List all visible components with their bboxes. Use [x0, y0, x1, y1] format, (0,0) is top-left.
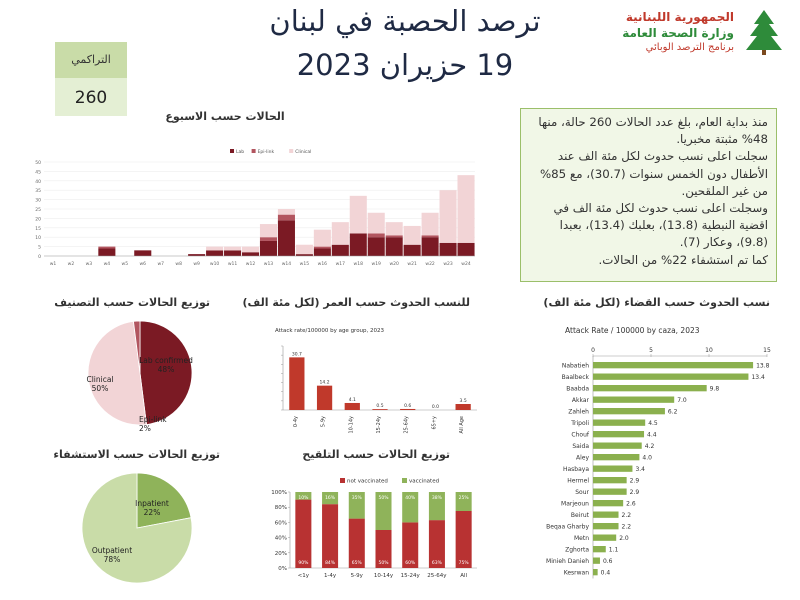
weekly-chart-heading: الحالات حسب الاسبوع	[165, 110, 285, 123]
data-label: 2.6	[626, 500, 636, 508]
logo-line-3: برنامج الترصد الوبائي	[645, 42, 734, 53]
bar-segment	[422, 213, 439, 236]
summary-paragraph: كما تم استشفاء 22% من الحالات.	[598, 252, 768, 267]
y-tick-label: Nabatieh	[561, 362, 589, 370]
data-label: 14.2	[319, 380, 330, 386]
bar-segment	[278, 215, 295, 221]
classification-pie-chart	[60, 318, 220, 438]
x-tick-label: 25-64y	[403, 416, 410, 434]
data-label: 3.5	[459, 399, 467, 404]
data-label: 35%	[351, 496, 362, 501]
x-tick-label: w3	[85, 262, 93, 267]
y-tick-label: 20%	[274, 550, 287, 557]
caza-bar	[593, 431, 644, 437]
legend-swatch	[289, 149, 293, 153]
caza-bar	[593, 477, 627, 483]
x-tick-label: w23	[443, 262, 453, 267]
y-tick-label: Marjeoun	[561, 500, 589, 508]
y-tick-label: Beqaa Gharby	[546, 523, 589, 531]
x-tick-label: w22	[425, 262, 435, 267]
y-tick-label: Baabda	[566, 385, 589, 393]
pie-category-label: Clinical	[86, 375, 114, 384]
data-label: 0.6	[404, 403, 412, 409]
data-label: 4.0	[642, 454, 652, 462]
bar-segment	[314, 230, 331, 247]
data-label: 1.1	[608, 546, 619, 554]
y-tick-label: Saida	[572, 443, 589, 450]
x-tick-label: 15-24y	[400, 573, 420, 579]
x-tick-label: 65+y	[431, 416, 438, 430]
age-attack-rate-chart	[265, 320, 480, 445]
age-bar	[372, 409, 387, 410]
pie-value-label: 50%	[91, 384, 109, 393]
caza-bar	[593, 466, 632, 472]
caza-bar	[593, 489, 627, 495]
vaccination-bar-segment	[456, 492, 472, 511]
y-tick-label: 100%	[271, 490, 287, 496]
chart-title: Attack rate/100000 by age group, 2023	[275, 328, 385, 334]
data-label: 2.0	[619, 535, 629, 542]
summary-paragraph: سجلت اعلى نسب حدوث لكل مئة الف عند الأطفال دون الخمس سنوات (30.7)، مع 85% من غير الملقحين.	[539, 149, 768, 198]
bar-segment	[278, 220, 295, 256]
bar-segment	[278, 209, 295, 215]
bar-segment	[314, 247, 331, 249]
legend-swatch	[252, 149, 256, 153]
page-title: ترصد الحصبة في لبنان	[269, 4, 541, 38]
bar-segment	[296, 245, 313, 254]
y-tick-label: Kesrwan	[563, 569, 589, 577]
x-tick-label: 5-9y	[350, 573, 363, 579]
bar-segment	[422, 235, 439, 237]
caza-bar	[593, 454, 639, 460]
bar-segment	[242, 252, 259, 256]
bar-segment	[224, 247, 241, 251]
bar-segment	[332, 222, 349, 245]
cedar-icon	[742, 8, 786, 56]
x-tick-label: 1-4y	[323, 573, 337, 579]
vaccination-heading: توزيع الحالات حسب التلقيح	[302, 448, 450, 461]
data-label: 7.0	[677, 397, 687, 404]
y-tick-label: 50	[35, 161, 41, 166]
legend-swatch	[230, 149, 234, 153]
vaccination-bar-segment	[322, 504, 338, 568]
y-tick-label: 10	[35, 236, 41, 242]
pie-category-label: Outpatient	[91, 546, 133, 555]
x-tick-label: w20	[389, 262, 399, 267]
data-label: 13.4	[751, 374, 765, 381]
x-tick-label: w6	[139, 262, 147, 267]
bar-segment	[457, 243, 474, 256]
y-tick-label: Hasbaya	[562, 466, 589, 473]
x-tick-label: 10-14y	[348, 416, 355, 434]
chart-title: Attack Rate / 100000 by caza, 2023	[565, 326, 700, 335]
data-label: 0.6	[602, 558, 613, 565]
x-tick-label: w13	[263, 262, 274, 267]
logo-line-2: وزارة الصحة العامة	[622, 26, 734, 40]
x-tick-label: w11	[227, 262, 238, 267]
bar-segment	[260, 237, 277, 241]
x-tick-label: w9	[193, 262, 200, 267]
caza-attack-rate-chart	[515, 318, 795, 586]
vaccination-chart	[262, 470, 484, 590]
bar-segment	[224, 250, 241, 256]
pie-value-label: 78%	[103, 555, 121, 564]
bar-segment	[386, 235, 403, 237]
y-tick-label: Beirut	[570, 512, 589, 519]
summary-paragraph: منذ بداية العام، بلغ عدد الحالات 260 حالة، منها 48% مثبتة مخبريا.	[538, 115, 768, 147]
bar-segment	[98, 248, 115, 256]
age-heading: للنسب الحدوث حسب العمر (لكل مئة الف)	[242, 296, 470, 309]
data-label: 30.7	[291, 352, 302, 358]
vaccination-bar-segment	[295, 500, 311, 568]
y-tick-label: 5	[38, 245, 41, 251]
bar-segment	[260, 241, 277, 256]
x-tick-label: w16	[317, 262, 328, 267]
caza-bar	[593, 512, 619, 518]
y-tick-label: 25	[35, 208, 41, 213]
y-tick-label: 40	[35, 179, 41, 185]
pie-value-label: 48%	[157, 365, 175, 374]
bar-segment	[314, 248, 331, 256]
x-tick-label: 15-24y	[376, 416, 382, 434]
data-label: 60%	[405, 561, 416, 566]
y-tick-label: Baalbeck	[561, 374, 589, 381]
y-tick-label: Tripoli	[571, 420, 589, 427]
data-label: 75%	[458, 561, 469, 566]
legend-label: Lab	[236, 150, 245, 155]
x-tick-label: 10-14y	[373, 573, 394, 579]
data-label: 2.9	[629, 477, 640, 485]
bar-segment	[260, 224, 277, 237]
bar-segment	[368, 213, 385, 234]
age-bar	[400, 409, 415, 410]
age-bar	[317, 386, 332, 410]
y-tick-label: 15	[35, 226, 41, 232]
cumulative-box	[55, 42, 127, 116]
x-tick-label: w5	[121, 262, 129, 267]
x-tick-label: <1y	[297, 573, 310, 579]
bar-segment	[440, 243, 457, 256]
y-tick-label: 40%	[274, 535, 287, 542]
y-tick-label: Zahleh	[568, 408, 589, 416]
x-tick-label: 5-9y	[320, 416, 327, 428]
x-tick-label: w10	[209, 262, 220, 267]
x-tick-label: 0	[591, 347, 595, 354]
caza-bar	[593, 558, 600, 564]
data-label: 38%	[431, 496, 442, 501]
logo-line-1: الجمهورية اللبنانية	[625, 10, 734, 24]
x-tick-label: w15	[299, 262, 310, 267]
data-label: 16%	[325, 496, 336, 501]
hospitalization-pie-chart	[60, 470, 220, 590]
data-label: 50%	[378, 496, 389, 501]
bar-segment	[368, 237, 385, 256]
data-label: 2.2	[621, 523, 632, 531]
y-tick-label: 20	[35, 217, 41, 223]
legend-swatch	[340, 478, 345, 483]
summary-paragraph: وسجلت اعلى نسب حدوث لكل مئة الف في اقضية النبطية (13.8)، بعلبك (13.4)، بعبدا (9.8)، وعكار (7).	[553, 201, 768, 250]
age-bar	[345, 403, 360, 410]
data-label: 2.2	[621, 512, 632, 519]
y-tick-label: 80%	[274, 505, 287, 512]
bar-segment	[440, 190, 457, 243]
pie-category-label: Epi-link	[139, 415, 167, 424]
data-label: 90%	[298, 561, 309, 566]
caza-bar	[593, 500, 623, 506]
bar-segment	[206, 247, 223, 251]
pie-value-label: 2%	[139, 424, 151, 433]
data-label: 4.4	[647, 431, 657, 439]
data-label: 10%	[298, 496, 309, 501]
bar-segment	[368, 233, 385, 237]
x-tick-label: w1	[49, 262, 57, 267]
bar-segment	[457, 175, 474, 243]
x-tick-label: 0-4y	[292, 416, 299, 428]
y-tick-label: Hermel	[567, 477, 589, 485]
data-label: 0.0	[431, 405, 440, 410]
x-tick-label: 5	[649, 347, 653, 354]
bar-segment	[350, 196, 367, 234]
age-bar	[289, 357, 304, 410]
caza-bar	[593, 569, 598, 575]
x-tick-label: w4	[103, 262, 111, 267]
summary-box	[520, 108, 777, 282]
x-tick-label: w17	[335, 262, 346, 267]
y-tick-label: Metn	[573, 535, 589, 542]
caza-bar	[593, 535, 616, 541]
weekly-cases-chart	[30, 140, 485, 270]
ministry-logo	[620, 6, 790, 58]
bar-segment	[350, 233, 367, 256]
bar-segment	[422, 237, 439, 256]
x-tick-label: All Age	[459, 416, 466, 434]
y-tick-label: 35	[35, 189, 41, 195]
data-label: 50%	[378, 561, 389, 566]
caza-bar	[593, 546, 606, 552]
page-date: 19 حزيران 2023	[296, 48, 514, 82]
pie-value-label: 22%	[143, 508, 161, 517]
legend-label: not vaccinated	[347, 478, 388, 485]
bar-segment	[386, 222, 403, 235]
y-tick-label: 30	[35, 198, 41, 204]
x-tick-label: w7	[157, 262, 165, 267]
bar-segment	[134, 250, 151, 256]
pie-category-label: Inpatient	[135, 499, 169, 508]
data-label: 0.5	[376, 404, 384, 410]
data-label: 25%	[458, 496, 469, 501]
caza-bar	[593, 385, 707, 391]
caza-bar	[593, 523, 619, 529]
x-tick-label: w12	[245, 262, 256, 267]
legend-label: Clinical	[295, 150, 312, 155]
x-tick-label: 10	[705, 347, 713, 354]
y-tick-label: Sour	[575, 489, 589, 496]
bar-segment	[242, 247, 259, 253]
cumulative-value: 260	[74, 88, 108, 108]
data-label: 13.8	[756, 362, 770, 370]
y-tick-label: Zghorta	[565, 546, 589, 554]
bar-segment	[386, 237, 403, 256]
caza-bar	[593, 362, 753, 368]
x-tick-label: w24	[461, 262, 471, 267]
data-label: 6.2	[667, 408, 678, 416]
hospitalization-heading: توزيع الحالات حسب الاستشفاء	[53, 448, 220, 461]
y-tick-label: 60%	[274, 520, 287, 527]
classification-heading: توزيع الحالات حسب التصنيف	[54, 296, 210, 309]
y-tick-label: Aley	[575, 454, 589, 462]
x-tick-label: All	[460, 573, 468, 579]
bar-segment	[98, 247, 115, 249]
x-tick-label: w19	[371, 262, 381, 267]
data-label: 0.4	[600, 569, 611, 577]
data-label: 4.2	[644, 443, 655, 450]
bar-segment	[404, 226, 421, 245]
data-label: 9.8	[709, 385, 720, 393]
y-tick-label: 0	[38, 255, 41, 260]
bar-segment	[404, 245, 421, 256]
x-tick-label: w2	[67, 262, 75, 267]
x-tick-label: w8	[175, 262, 182, 267]
vaccination-bar-segment	[456, 511, 472, 568]
bar-segment	[332, 245, 349, 256]
caza-bar	[593, 420, 645, 426]
x-tick-label: 25-64y	[427, 573, 447, 579]
data-label: 40%	[405, 496, 416, 501]
data-label: 84%	[325, 561, 336, 566]
data-label: 65%	[351, 561, 362, 566]
y-tick-label: 45	[35, 170, 41, 176]
legend-label: vaccinated	[409, 478, 440, 485]
data-label: 63%	[431, 561, 442, 566]
bar-segment	[206, 250, 223, 256]
data-label: 2.9	[629, 489, 640, 496]
caza-bar	[593, 443, 642, 449]
data-label: 4.5	[648, 420, 658, 427]
caza-bar	[593, 374, 748, 380]
data-label: 3.4	[635, 466, 645, 473]
x-tick-label: w21	[407, 262, 417, 267]
y-tick-label: Akkar	[571, 397, 589, 404]
legend-label: Epi-link	[257, 150, 275, 155]
caza-heading: نسب الحدوث حسب القضاء (لكل مئة الف)	[543, 296, 770, 309]
x-tick-label: 15	[763, 347, 771, 354]
legend-swatch	[402, 478, 407, 483]
x-tick-label: w18	[353, 262, 363, 267]
caza-bar	[593, 397, 674, 403]
age-bar	[456, 404, 471, 410]
x-tick-label: w14	[281, 262, 292, 267]
pie-category-label: Lab confirmed	[139, 356, 193, 365]
data-label: 4.1	[348, 397, 356, 403]
y-tick-label: 0%	[278, 566, 287, 572]
y-tick-label: Chouf	[571, 431, 589, 439]
caza-bar	[593, 408, 665, 414]
y-tick-label: Minieh Danieh	[546, 558, 589, 565]
cumulative-label: التراكمي	[55, 42, 127, 78]
